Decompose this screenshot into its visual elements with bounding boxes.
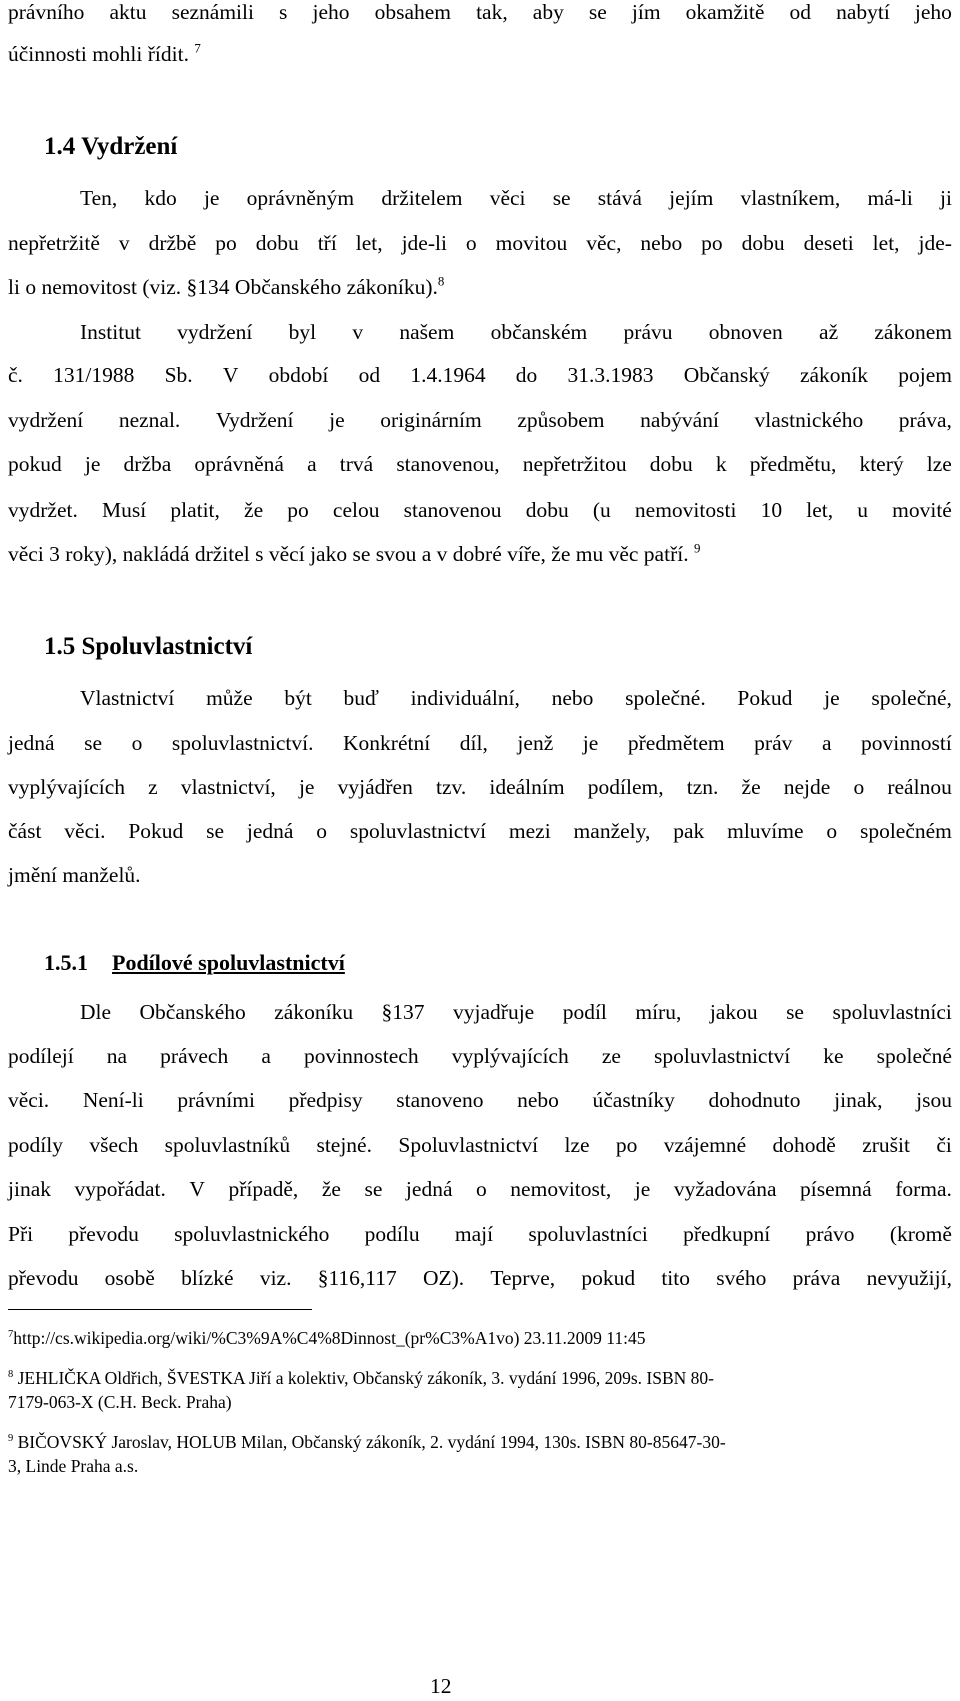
- page-number: 12: [430, 1674, 452, 1698]
- subsection-heading: 1.5.1 Podílové spoluvlastnictví: [44, 950, 345, 975]
- footnote-continuation: 7179-063-X (C.H. Beck. Praha): [8, 1392, 232, 1412]
- footnote-ref: 9: [693, 541, 701, 556]
- footnote-ref: 8: [437, 274, 445, 289]
- body-text-line: li o nemovitost (viz. §134 Občanského zákoníku).$^8$: [8, 274, 445, 299]
- body-text-line: část věci. Pokud se jedná o spoluvlastnictví mezi manžely, pak mluvíme o společném: [8, 819, 952, 843]
- footnote: $^8$ JEHLIČKA Oldřich, ŠVESTKA Jiří a kolektiv, Občanský zákoník, 3. vydání 1996, 209s. ISBN 80-: [8, 1368, 715, 1388]
- body-text-line: převodu osobě blízké viz. §116,117 OZ). Teprve, pokud tito svého práva nevyužijí,: [8, 1266, 952, 1290]
- body-text-line: jedná se o spoluvlastnictví. Konkrétní díl, jenž je předmětem práv a povinností: [8, 731, 952, 755]
- footnote-ref: 7: [194, 41, 201, 56]
- body-text-line: nepřetržitě v držbě po dobu tří let, jde-li o movitou věc, nebo po dobu deseti let, jde-: [8, 231, 952, 255]
- body-text-line: Ten, kdo je oprávněným držitelem věci se stává jejím vlastníkem, má-li ji: [80, 186, 952, 210]
- body-text-line: Institut vydržení byl v našem občanském právu obnoven až zákonem: [80, 320, 952, 344]
- footnote-continuation: 3, Linde Praha a.s.: [8, 1456, 139, 1476]
- footnote-separator: [8, 1309, 312, 1310]
- body-text-line: podíly všech spoluvlastníků stejné. Spoluvlastnictví lze po vzájemné dohodě zrušit či: [8, 1133, 952, 1157]
- body-text-line: Dle Občanského zákoníku §137 vyjadřuje podíl míru, jakou se spoluvlastníci: [80, 1000, 952, 1024]
- body-text-line: vydržet. Musí platit, že po celou stanovenou dobu (u nemovitosti 10 let, u movité: [8, 498, 952, 522]
- body-text-line: jinak vypořádat. V případě, že se jedná o nemovitost, je vyžadována písemná forma.: [8, 1177, 952, 1201]
- body-text-line: účinnosti mohli řídit. $^7$: [8, 41, 201, 66]
- body-text-line: Při převodu spoluvlastnického podílu mají spoluvlastníci předkupní právo (kromě: [8, 1222, 952, 1246]
- body-text-line: věci 3 roky), nakládá držitel s věcí jako se svou a v dobré víře, že mu věc patří. $^9$: [8, 541, 701, 566]
- footnote: $^9$ BIČOVSKÝ Jaroslav, HOLUB Milan, Občanský zákoník, 2. vydání 1994, 130s. ISBN 80-85647-30-: [8, 1432, 726, 1452]
- body-text-line: Vlastnictví může být buď individuální, nebo společné. Pokud je společné,: [80, 686, 952, 710]
- body-text-line: vyplývajících z vlastnictví, je vyjádřen tzv. ideálním podílem, tzn. že nejde o reálnou: [8, 775, 952, 799]
- body-text-line: právního aktu seznámili s jeho obsahem tak, aby se jím okamžitě od nabytí jeho: [8, 0, 952, 24]
- body-text-line: věci. Není-li právními předpisy stanoveno nebo účastníky dohodnuto jinak, jsou: [8, 1088, 952, 1112]
- footnote: $^7$http://cs.wikipedia.org/wiki/%C3%9A%C4%8Dinnost_(pr%C3%A1vo) 23.11.2009 11:45: [8, 1328, 646, 1348]
- body-text-line: jmění manželů.: [8, 863, 141, 887]
- section-heading: 1.4 Vydržení: [44, 133, 178, 160]
- body-text-line: pokud je držba oprávněná a trvá stanovenou, nepřetržitou dobu k předmětu, který lze: [8, 452, 952, 476]
- body-text-line: č. 131/1988 Sb. V období od 1.4.1964 do 31.3.1983 Občanský zákoník pojem: [8, 363, 952, 387]
- body-text-line: podílejí na právech a povinnostech vyplývajících ze spoluvlastnictví ke společné: [8, 1044, 952, 1068]
- body-text-line: vydržení neznal. Vydržení je originárním způsobem nabývání vlastnického práva,: [8, 408, 952, 432]
- section-heading: 1.5 Spoluvlastnictví: [44, 633, 253, 660]
